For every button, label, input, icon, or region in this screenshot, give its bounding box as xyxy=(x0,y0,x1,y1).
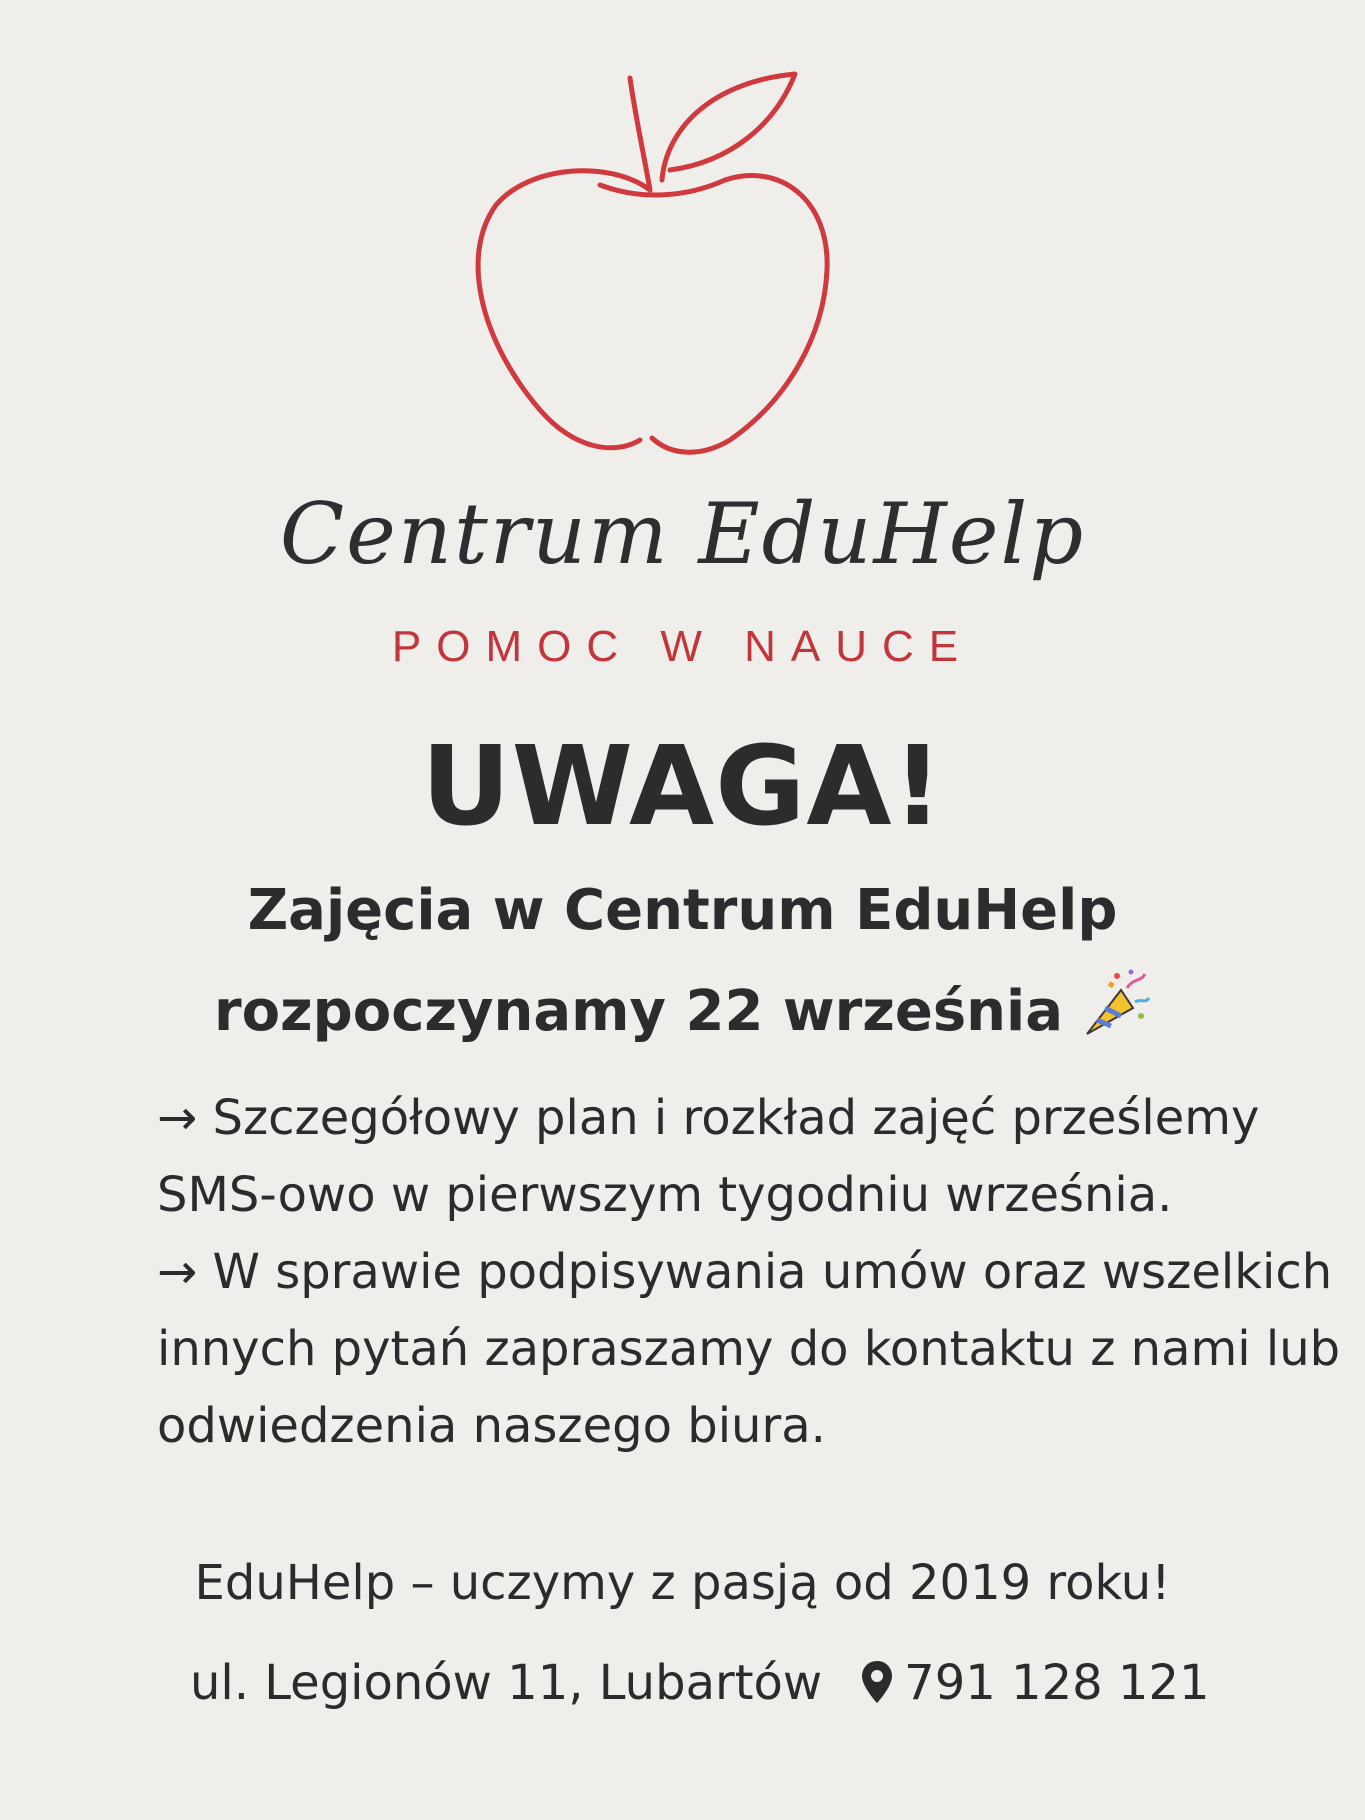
brand-tagline: POMOC W NAUCE xyxy=(391,622,974,671)
location-pin-icon xyxy=(860,1659,894,1705)
brand-name: Centrum EduHelp xyxy=(279,485,1086,583)
notice-headline: UWAGA! xyxy=(421,722,944,850)
subhead-line1-text: Zajęcia w Centrum EduHelp xyxy=(247,878,1118,943)
apple-logo xyxy=(470,70,850,460)
phone-number: 791 128 121 xyxy=(904,1655,1210,1711)
footer-contact xyxy=(190,1655,1210,1711)
subhead-line2-text: rozpoczynamy 22 września xyxy=(213,979,1064,1044)
notice-paragraph-schedule: → Szczegółowy plan i rozkład zajęć prześlemy SMS-owo w pierwszym tygodniu września. xyxy=(157,1090,1260,1223)
notice-paragraph-contracts: → W sprawie podpisywania umów oraz wszelkich innych pytań zapraszamy do kontaktu z nami lub odwiedzenia naszego biura. xyxy=(157,1244,1341,1454)
notice-subhead-line1 xyxy=(0,878,1365,943)
footer-slogan: EduHelp – uczymy z pasją od 2019 roku! xyxy=(194,1555,1171,1611)
notice-body xyxy=(157,1080,1357,1465)
party-popper-icon xyxy=(1081,968,1151,1038)
address-text: ul. Legionów 11, Lubartów xyxy=(190,1655,823,1711)
notice-subhead-line2 xyxy=(0,968,1365,1044)
